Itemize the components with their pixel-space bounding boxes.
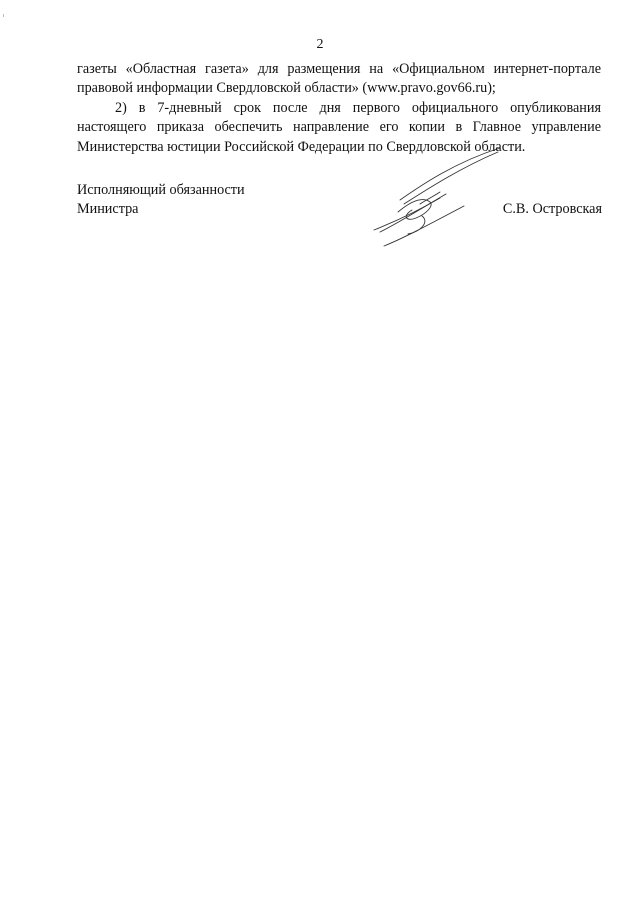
page-number: 2 xyxy=(316,37,324,52)
signatory-position xyxy=(77,181,245,220)
signature-stroke xyxy=(404,152,498,204)
scan-artifact xyxy=(3,14,4,17)
signature-stroke xyxy=(384,206,464,246)
paragraph-item-2: 2) в 7-дневный срок после дня первого официального опубликования настоящего приказа обеспечить направление его копии в Главное управление Министерства юстиции Российской Федерации по Свердловской области. xyxy=(77,99,601,155)
document-body xyxy=(77,60,601,157)
signatory-name: С.В. Островская xyxy=(502,201,602,217)
position-line-1: Исполняющий обязанности xyxy=(77,182,245,198)
paragraph-continuation: газеты «Областная газета» для размещения на «Официальном интернет-портале правовой информации Свердловской области» (www.pravo.gov66.ru); xyxy=(77,61,601,97)
signature-stroke xyxy=(400,148,500,200)
position-line-2: Министра xyxy=(77,201,139,218)
signature-stroke xyxy=(398,200,431,220)
handwritten-signature xyxy=(360,142,510,254)
signature-stroke xyxy=(408,216,425,234)
